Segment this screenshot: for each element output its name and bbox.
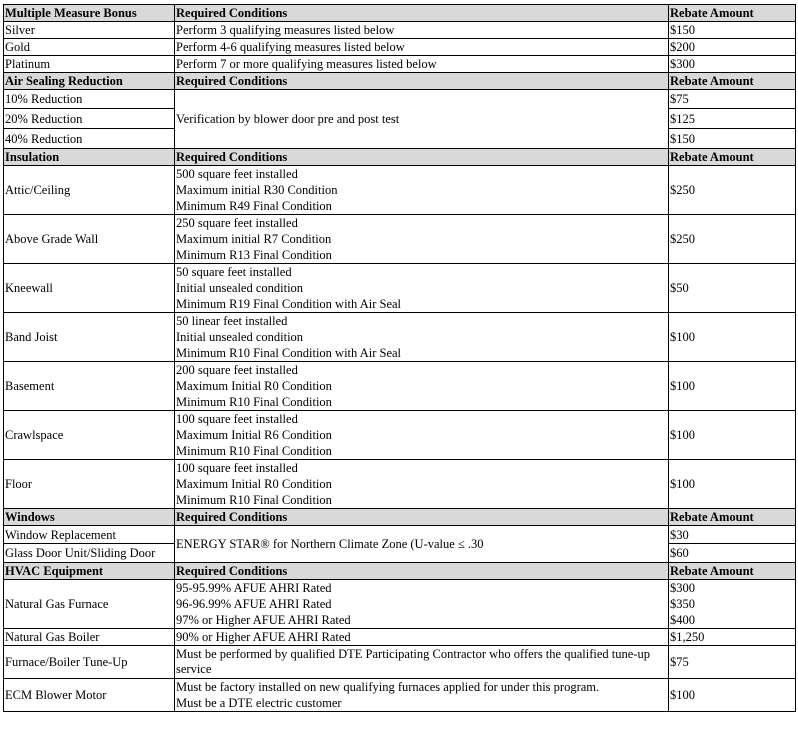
amount-cell: $125: [669, 109, 796, 129]
section-header-insulation: [4, 149, 796, 166]
amount-cell: $100: [669, 313, 796, 362]
measure-cell: Attic/Ceiling: [4, 166, 175, 215]
header-conditions: Required Conditions: [175, 563, 669, 580]
table-row: [4, 166, 796, 215]
header-amount: Rebate Amount: [669, 73, 796, 90]
amount-cell: $150: [669, 129, 796, 149]
condition-line: 97% or Higher AFUE AHRI Rated: [176, 613, 351, 627]
condition-cell: ENERGY STAR® for Northern Climate Zone (U-value ≤ .30: [175, 526, 669, 563]
header-amount: Rebate Amount: [669, 149, 796, 166]
condition-line: 100 square feet installed: [176, 461, 298, 475]
condition-line: 50 linear feet installed: [176, 314, 288, 328]
measure-cell: Window Replacement: [4, 526, 175, 544]
amount-cell: $1,250: [669, 629, 796, 646]
table-row: [4, 362, 796, 411]
amount-cell: [669, 580, 796, 629]
condition-cell: [175, 411, 669, 460]
amount-cell: $75: [669, 646, 796, 679]
amount-cell: $250: [669, 215, 796, 264]
condition-line: Minimum R10 Final Condition with Air Seal: [176, 346, 402, 360]
measure-cell: Platinum: [4, 56, 175, 73]
condition-line: Initial unsealed condition: [176, 281, 304, 295]
condition-line: Minimum R10 Final Condition: [176, 493, 332, 507]
condition-line: Must be a DTE electric customer: [176, 696, 342, 710]
condition-line: 50 square feet installed: [176, 265, 292, 279]
header-measure: HVAC Equipment: [4, 563, 175, 580]
measure-cell: Band Joist: [4, 313, 175, 362]
measure-cell: Crawlspace: [4, 411, 175, 460]
condition-line: Maximum Initial R6 Condition: [176, 428, 332, 442]
header-amount: Rebate Amount: [669, 5, 796, 22]
condition-line: 95-95.99% AFUE AHRI Rated: [176, 581, 332, 595]
condition-cell: [175, 679, 669, 712]
condition-cell: [175, 362, 669, 411]
condition-line: Minimum R10 Final Condition: [176, 444, 332, 458]
amount-cell: $30: [669, 526, 796, 544]
section-header-windows: [4, 509, 796, 526]
measure-cell: Natural Gas Furnace: [4, 580, 175, 629]
condition-line: Maximum initial R30 Condition: [176, 183, 338, 197]
table-row: [4, 629, 796, 646]
header-conditions: Required Conditions: [175, 5, 669, 22]
amount-cell: $100: [669, 679, 796, 712]
measure-cell: Gold: [4, 39, 175, 56]
table-row: [4, 264, 796, 313]
measure-cell: Glass Door Unit/Sliding Door: [4, 544, 175, 563]
measure-cell: Above Grade Wall: [4, 215, 175, 264]
measure-cell: Natural Gas Boiler: [4, 629, 175, 646]
condition-line: Maximum Initial R0 Condition: [176, 477, 332, 491]
condition-cell: Must be performed by qualified DTE Participating Contractor who offers the qualified tune-up service: [175, 646, 669, 679]
measure-cell: 40% Reduction: [4, 129, 175, 149]
condition-line: 200 square feet installed: [176, 363, 298, 377]
condition-cell: [175, 166, 669, 215]
amount-line: $300: [670, 581, 695, 595]
measure-cell: 20% Reduction: [4, 109, 175, 129]
condition-line: Minimum R13 Final Condition: [176, 248, 332, 262]
header-measure: Windows: [4, 509, 175, 526]
table-row: [4, 411, 796, 460]
header-measure: Air Sealing Reduction: [4, 73, 175, 90]
amount-cell: $75: [669, 90, 796, 109]
condition-line: Maximum initial R7 Condition: [176, 232, 332, 246]
amount-cell: $100: [669, 460, 796, 509]
amount-cell: $50: [669, 264, 796, 313]
amount-cell: $150: [669, 22, 796, 39]
condition-line: 96-96.99% AFUE AHRI Rated: [176, 597, 332, 611]
header-measure: Multiple Measure Bonus: [4, 5, 175, 22]
condition-line: 100 square feet installed: [176, 412, 298, 426]
amount-line: $400: [670, 613, 695, 627]
table-row: [4, 679, 796, 712]
table-row: [4, 313, 796, 362]
measure-cell: Furnace/Boiler Tune-Up: [4, 646, 175, 679]
condition-cell: Perform 4-6 qualifying measures listed below: [175, 39, 669, 56]
header-measure: Insulation: [4, 149, 175, 166]
condition-line: Maximum Initial R0 Condition: [176, 379, 332, 393]
condition-line: Minimum R10 Final Condition: [176, 395, 332, 409]
measure-cell: ECM Blower Motor: [4, 679, 175, 712]
amount-cell: $200: [669, 39, 796, 56]
measure-cell: Floor: [4, 460, 175, 509]
measure-cell: 10% Reduction: [4, 90, 175, 109]
amount-cell: $250: [669, 166, 796, 215]
condition-cell: [175, 313, 669, 362]
condition-cell: Verification by blower door pre and post test: [175, 90, 669, 149]
amount-cell: $100: [669, 411, 796, 460]
rebate-table: [3, 4, 796, 712]
table-row: [4, 22, 796, 39]
table-row: [4, 460, 796, 509]
condition-cell: [175, 580, 669, 629]
table-row: [4, 580, 796, 629]
measure-cell: Basement: [4, 362, 175, 411]
measure-cell: Silver: [4, 22, 175, 39]
amount-cell: $60: [669, 544, 796, 563]
measure-cell: Kneewall: [4, 264, 175, 313]
condition-line: Minimum R49 Final Condition: [176, 199, 332, 213]
header-conditions: Required Conditions: [175, 509, 669, 526]
condition-cell: [175, 264, 669, 313]
amount-line: $350: [670, 597, 695, 611]
amount-cell: $300: [669, 56, 796, 73]
table-row: [4, 90, 796, 109]
header-conditions: Required Conditions: [175, 73, 669, 90]
condition-line: 500 square feet installed: [176, 167, 298, 181]
amount-cell: $100: [669, 362, 796, 411]
table-row: [4, 646, 796, 679]
condition-cell: [175, 215, 669, 264]
header-conditions: Required Conditions: [175, 149, 669, 166]
table-row: [4, 56, 796, 73]
condition-cell: Perform 7 or more qualifying measures listed below: [175, 56, 669, 73]
table-row: [4, 526, 796, 544]
section-header-hvac: [4, 563, 796, 580]
condition-line: Must be factory installed on new qualifying furnaces applied for under this program.: [176, 680, 600, 694]
condition-cell: 90% or Higher AFUE AHRI Rated: [175, 629, 669, 646]
table-row: [4, 39, 796, 56]
header-amount: Rebate Amount: [669, 563, 796, 580]
condition-cell: Perform 3 qualifying measures listed below: [175, 22, 669, 39]
condition-line: 250 square feet installed: [176, 216, 298, 230]
condition-line: Initial unsealed condition: [176, 330, 304, 344]
section-header-bonus: [4, 5, 796, 22]
header-amount: Rebate Amount: [669, 509, 796, 526]
table-row: [4, 215, 796, 264]
condition-cell: [175, 460, 669, 509]
section-header-air-sealing: [4, 73, 796, 90]
condition-line: Minimum R19 Final Condition with Air Seal: [176, 297, 402, 311]
